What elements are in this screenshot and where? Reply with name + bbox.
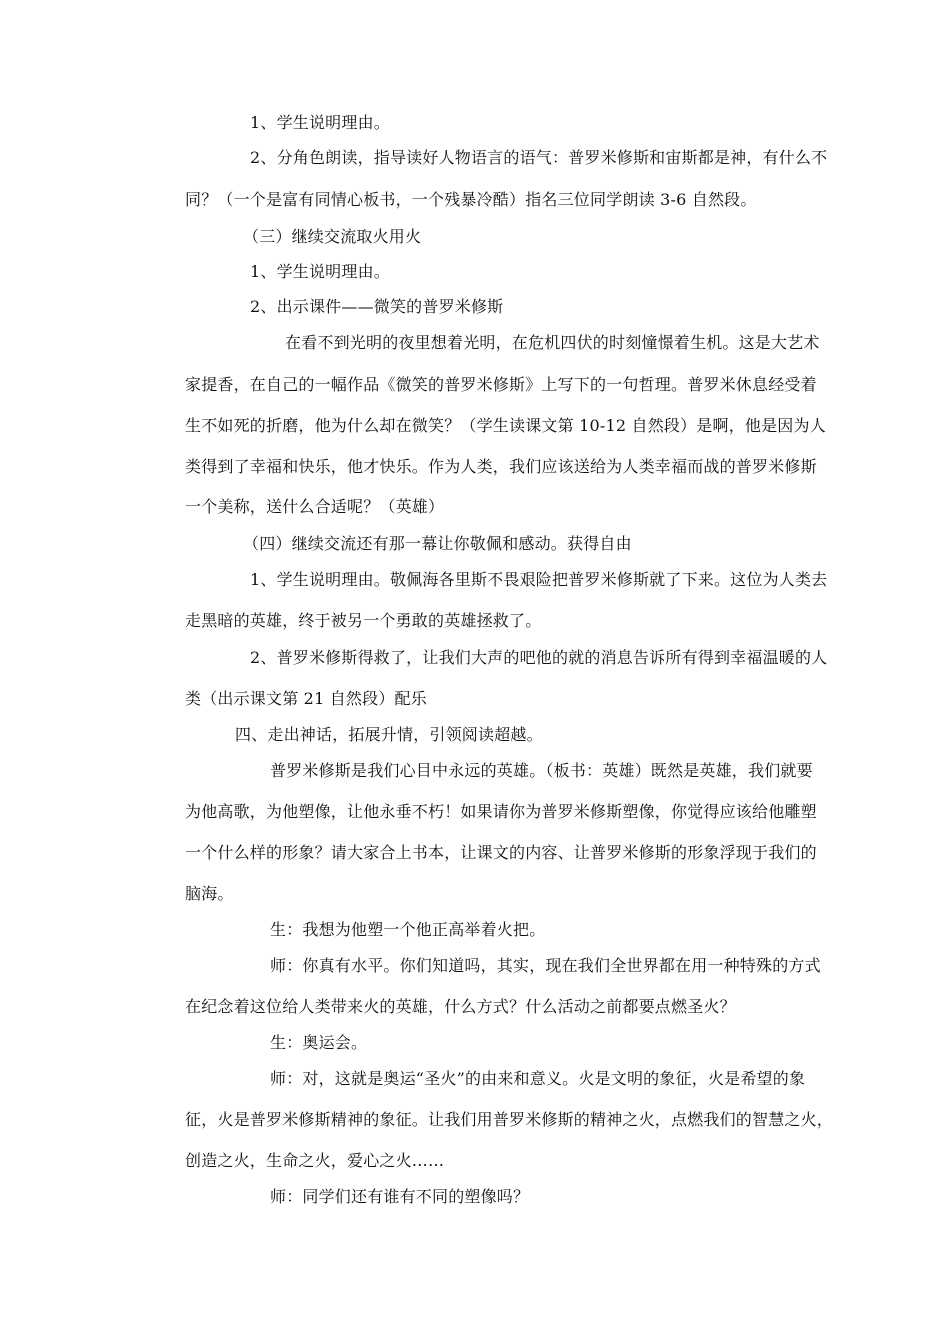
dialogue-line: 师：同学们还有谁有不同的塑像吗？ [270, 1187, 530, 1206]
dialogue-line: 生：我想为他塑一个他正高举着火把。 [270, 920, 546, 939]
paragraph-line: 2、分角色朗读，指导读好人物语言的语气：普罗米修斯和宙斯都是神，有什么不 [250, 148, 828, 167]
paragraph-line: 1、学生说明理由。 [250, 113, 390, 132]
section-heading: 四、走出神话，拓展升情，引领阅读超越。 [235, 725, 543, 744]
dialogue-line: 征，火是普罗米修斯精神的象征。让我们用普罗米修斯的精神之火，点燃我们的智慧之火， [185, 1110, 834, 1129]
paragraph-line: 2、普罗米修斯得救了，让我们大声的吧他的就的消息告诉所有得到幸福温暖的人 [250, 648, 828, 667]
paragraph-line: 为他高歌，为他塑像，让他永垂不朽！如果请你为普罗米修斯塑像，你觉得应该给他雕塑 [185, 802, 817, 821]
dialogue-line: 创造之火，生命之火，爱心之火…… [185, 1151, 445, 1170]
dialogue-line: 在纪念着这位给人类带来火的英雄，什么方式？什么活动之前都要点燃圣火？ [185, 997, 736, 1016]
paragraph-line: 家提香，在自己的一幅作品《微笑的普罗米修斯》上写下的一句哲理。普罗米休息经受着 [185, 375, 817, 394]
paragraph-line: 走黑暗的英雄，终于被另一个勇敢的英雄拯救了。 [185, 611, 542, 630]
paragraph-line: 同？（一个是富有同情心板书，一个残暴冷酷）指名三位同学朗读 3-6 自然段。 [185, 190, 757, 209]
paragraph-line: 生不如死的折磨，他为什么却在微笑？（学生读课文第 10-12 自然段）是啊，他是因为人 [185, 416, 826, 435]
dialogue-line: 师：你真有水平。你们知道吗，其实，现在我们全世界都在用一种特殊的方式 [270, 956, 821, 975]
paragraph-line: 1、学生说明理由。敬佩海各里斯不畏艰险把普罗米修斯就了下来。这位为人类去 [250, 570, 828, 589]
paragraph-line: 类（出示课文第 21 自然段）配乐 [185, 689, 427, 708]
dialogue-line: 生：奥运会。 [270, 1033, 368, 1052]
paragraph-line: 脑海。 [185, 884, 234, 903]
paragraph-line: 1、学生说明理由。 [250, 262, 390, 281]
paragraph-line: 一个什么样的形象？请大家合上书本，让课文的内容、让普罗米修斯的形象浮现于我们的 [185, 843, 817, 862]
paragraph-line: 2、出示课件——微笑的普罗米修斯 [250, 297, 504, 316]
paragraph-line: 一个美称，送什么合适呢？（英雄） [185, 497, 445, 516]
dialogue-line: 师：对，这就是奥运“圣火”的由来和意义。火是文明的象征，火是希望的象 [270, 1069, 806, 1088]
section-heading: （四）继续交流还有那一幕让你敬佩和感动。获得自由 [243, 534, 632, 553]
paragraph-line: 类得到了幸福和快乐，他才快乐。作为人类，我们应该送给为人类幸福而战的普罗米修斯 [185, 457, 817, 476]
paragraph-line: 普罗米修斯是我们心目中永远的英雄。（板书：英雄）既然是英雄，我们就要 [270, 761, 813, 780]
section-heading: （三）继续交流取火用火 [243, 227, 422, 246]
paragraph-line: 在看不到光明的夜里想着光明，在危机四伏的时刻憧憬着生机。这是大艺术 [285, 333, 820, 352]
